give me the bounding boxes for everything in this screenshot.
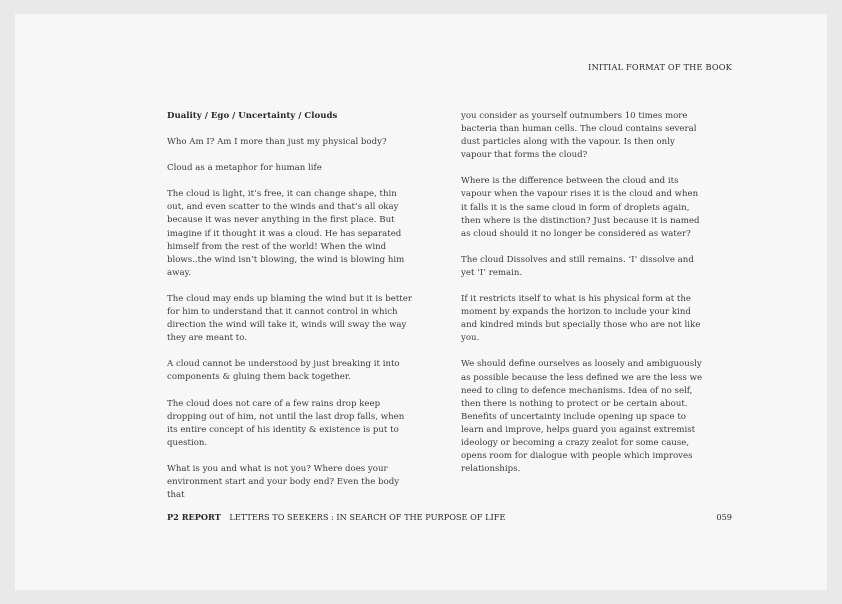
paragraph: What is you and what is not you? Where does your environment start and your body end? Even the body that	[167, 463, 400, 501]
paragraph: The cloud is light, it’s free, it can change shape, thin out, and even scatter to the winds and that’s all okay because it was never anything in the first place. But imagine if it thought it was a cloud. He has separated himself from the rest of the world! When the wind blows..the wind isn’t blowing, the wind is blowing him away.	[167, 189, 405, 278]
paragraph: you consider as yourself outnumbers 10 times more bacteria than human cells. The cloud contains several dust particles along with the vapour. Is then only vapour that forms the cloud?	[461, 111, 697, 161]
paragraph: The cloud Dissolves and still remains. ‘I’ dissolve and yet ‘I’ remain.	[461, 254, 694, 278]
running-header: INITIAL FORMAT OF THE BOOK	[588, 62, 732, 72]
paragraph: If it restricts itself to what is his physical form at the moment by expands the horizon to include your kind and kindred minds but specially those who are not like you.	[461, 294, 701, 344]
paragraph: Cloud as a metaphor for human life	[167, 163, 322, 174]
left-column	[167, 110, 413, 515]
footer	[167, 512, 505, 522]
page-number: 059	[716, 512, 732, 522]
paragraph: The cloud does not care of a few rains drop keep dropping out of him, not until the last drop falls, when its entire concept of his identity & existence is put to question.	[167, 398, 405, 448]
paragraph: The cloud may ends up blaming the wind but it is better for him to understand that it cannot control in which direction the wind will take it, winds will sway the way they are meant to.	[167, 293, 412, 344]
footer-subtitle: LETTERS TO SEEKERS : IN SEARCH OF THE PURPOSE OF LIFE	[229, 512, 506, 522]
footer-brand: P2 REPORT	[167, 512, 221, 522]
paragraph: Who Am I? Am I more than just my physical body?	[167, 137, 387, 148]
right-column	[461, 110, 707, 489]
paragraph: We should define ourselves as loosely and ambiguously as possible because the less defined we are the less we need to cling to defence mechanisms. Idea of no self, then there is nothing to protect or be certain about. Benefits of uncertainty include opening up space to learn and improve, helps guard you against extremist ideology or becoming a crazy zealot for some cause, opens room for dialogue with people which improves relationships.	[461, 359, 703, 475]
paragraph: Where is the difference between the cloud and its vapour when the vapour rises it is the cloud and when it falls it is the same cloud in form of droplets again, then where is the distinction? Just because it is named as cloud should it no longer be considered as water?	[461, 176, 700, 239]
section-heading: Duality / Ego / Uncertainty / Clouds	[167, 111, 338, 121]
paragraph: A cloud cannot be understood by just breaking it into components & gluing them back together.	[167, 359, 400, 383]
